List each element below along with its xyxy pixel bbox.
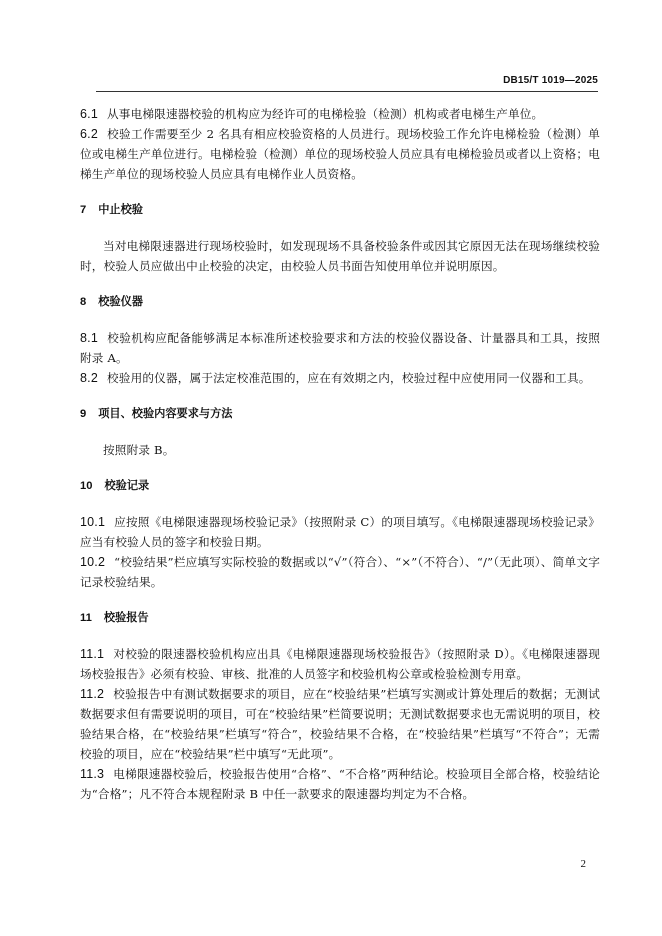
section-title: 中止校验 <box>98 203 143 216</box>
section-8-heading <box>80 292 600 312</box>
section-title: 校验记录 <box>104 479 150 492</box>
clause-number: 10.1 <box>80 515 106 529</box>
section-title: 项目、校验内容要求与方法 <box>98 407 233 420</box>
clause-8-2 <box>80 368 600 388</box>
clause-text: 从事电梯限速器校验的机构应为经许可的电梯检验（检测）机构或者电梯生产单位。 <box>106 107 544 121</box>
clause-11-2 <box>80 684 600 764</box>
section-9-paragraph: 按照附录 B。 <box>103 443 175 457</box>
section-10-heading <box>80 476 600 496</box>
clause-6-1 <box>80 104 600 124</box>
clause-number: 6.2 <box>80 127 98 141</box>
clause-text: 校验机构应配备能够满足本标准所述校验要求和方法的校验仪器设备、计量器具和工具，按照附录 A。 <box>80 331 600 365</box>
section-7-paragraph: 当对电梯限速器进行现场校验时，如发现现场不具备校验条件或因其它原因无法在现场继续校验时，校验人员应做出中止校验的决定，由校验人员书面告知使用单位并说明原因。 <box>80 239 600 273</box>
section-title: 校验仪器 <box>98 295 143 308</box>
page-header <box>96 67 598 92</box>
clause-number: 8.1 <box>80 331 98 345</box>
clause-11-1 <box>80 644 600 684</box>
section-7-heading <box>80 200 600 220</box>
section-title: 校验报告 <box>103 611 149 624</box>
clause-text: 校验报告中有测试数据要求的项目，应在“校验结果”栏填写实测或计算处理后的数据；无测试数据要求但有需要说明的项目，可在“校验结果”栏简要说明；无测试数据要求也无需说明的项目，校验结果合格，在“校验结果”栏填写“符合”，校验结果不合格，在“校验结果”栏填写“不符合”；无需校验的项目，应在“校验结果”栏中填写“无此项”。 <box>80 687 600 761</box>
section-number: 10 <box>80 480 93 492</box>
page-number: 2 <box>580 858 586 870</box>
clause-6-2 <box>80 124 600 184</box>
clause-number: 10.2 <box>80 555 106 569</box>
section-9-heading <box>80 404 600 424</box>
section-number: 7 <box>80 204 87 216</box>
clause-text: 电梯限速器校验后，校验报告使用“合格”、“不合格”两种结论。校验项目全部合格，校验结论为“合格”；凡不符合本规程附录 B 中任一款要求的限速器均判定为不合格。 <box>80 767 600 801</box>
clause-8-1 <box>80 328 600 368</box>
document-body <box>80 104 600 804</box>
clause-number: 11.3 <box>80 767 105 781</box>
clause-number: 6.1 <box>80 107 98 121</box>
clause-text: 对校验的限速器校验机构应出具《电梯限速器现场校验报告》（按照附录 D）。《电梯限速器现场校验报告》必须有校验、审核、批准的人员签字和校验机构公章或检验检测专用章。 <box>80 647 600 681</box>
clause-number: 8.2 <box>80 371 98 385</box>
document-code: DB15/T 1019—2025 <box>503 75 598 86</box>
clause-number: 11.2 <box>80 687 105 701</box>
clause-11-3 <box>80 764 600 804</box>
section-number: 11 <box>80 612 92 624</box>
clause-text: “校验结果”栏应填写实际校验的数据或以“√”（符合）、“×”（不符合）、“/”（无此项）、简单文字记录校验结果。 <box>80 555 600 589</box>
section-number: 8 <box>80 296 87 308</box>
clause-number: 11.1 <box>80 647 105 661</box>
clause-10-1 <box>80 512 600 552</box>
clause-text: 校验用的仪器，属于法定校准范围的，应在有效期之内，校验过程中应使用同一仪器和工具。 <box>106 371 591 385</box>
section-number: 9 <box>80 408 87 420</box>
clause-10-2 <box>80 552 600 592</box>
clause-text: 校验工作需要至少 2 名具有相应校验资格的人员进行。现场校验工作允许电梯检验（检测）单位或电梯生产单位进行。电梯检验（检测）单位的现场校验人员应具有电梯检验员或者以上资格；电梯生产单位的现场校验人员应具有电梯作业人员资格。 <box>80 127 600 181</box>
clause-text: 应按照《电梯限速器现场校验记录》（按照附录 C）的项目填写。《电梯限速器现场校验记录》应当有校验人员的签字和校验日期。 <box>80 515 600 549</box>
section-11-heading <box>80 608 600 628</box>
